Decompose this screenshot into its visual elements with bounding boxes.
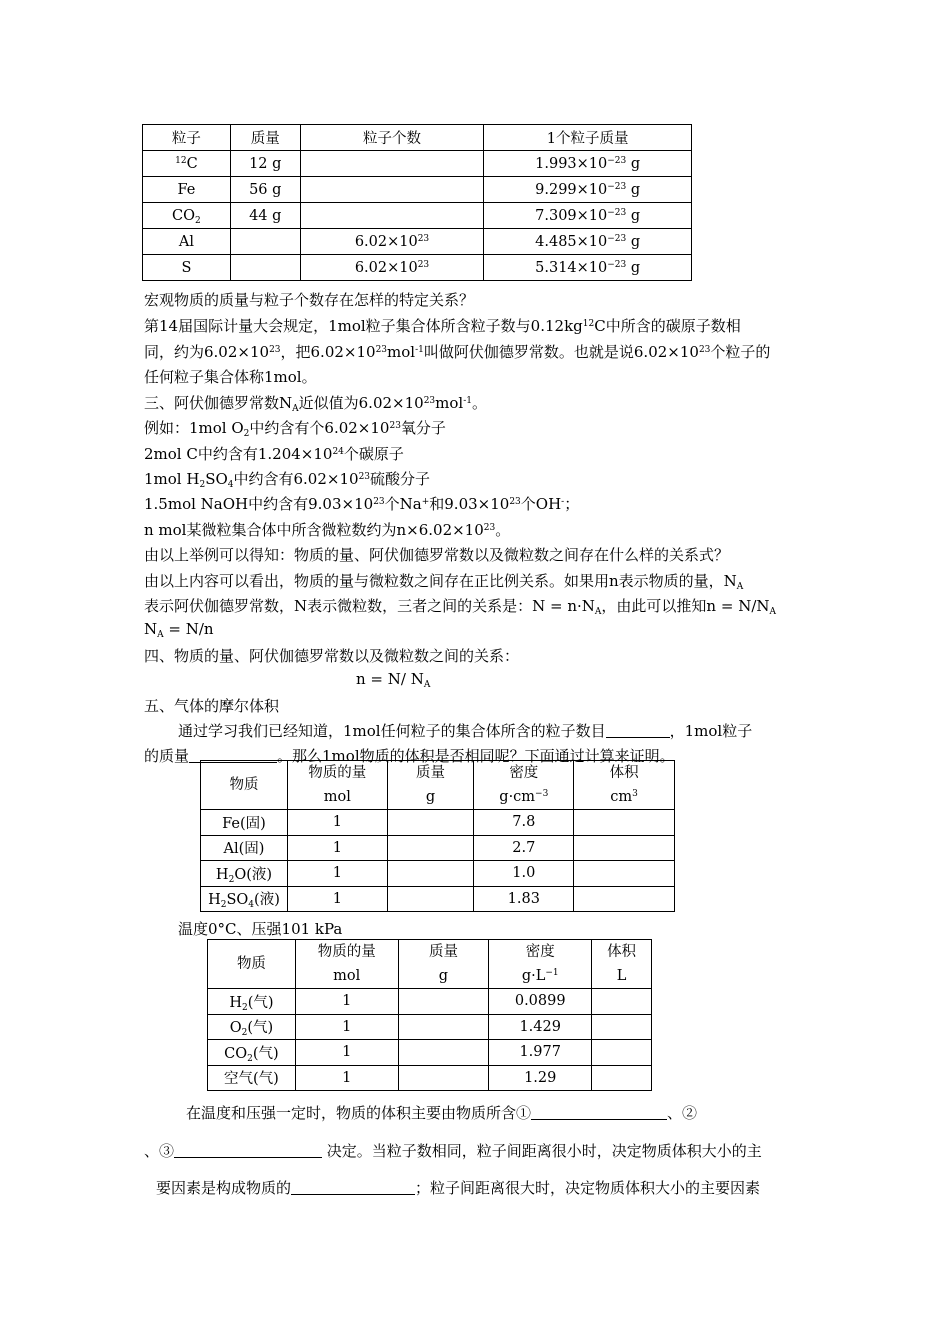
mol-cell: 1 — [295, 989, 398, 1015]
paragraph-line: 任何粒子集合体称1mol。 — [144, 368, 317, 386]
question-line: 由以上举例可以得知：物质的量、阿伏伽德罗常数以及微粒数之间存在什么样的关系式？ — [144, 546, 730, 564]
density-cell: 0.0899 — [489, 989, 592, 1015]
table-header-row — [201, 761, 675, 810]
example-line: 2mol C中约含有$1.204\times 10^{24}$个碳原子 — [144, 445, 404, 463]
table-row — [208, 1065, 652, 1091]
substance-cell: $H_2$(气) — [208, 989, 296, 1015]
particle-cell: S — [143, 255, 231, 281]
mass-cell: 56 g — [230, 177, 300, 203]
header-cell: 体积 L — [592, 940, 652, 989]
header-cell: 质量 g — [387, 761, 474, 810]
volume-input-cell[interactable] — [592, 1040, 652, 1066]
section-heading: 五、气体的摩尔体积 — [144, 697, 280, 715]
count-cell: $6.02\times 10^{23}$ — [300, 255, 484, 281]
substance-cell: 空气(气) — [208, 1065, 296, 1091]
substance-cell: $H_2O$(液) — [201, 861, 288, 887]
table-row — [208, 1014, 652, 1040]
section-heading: 三、阿伏伽德罗常数$N_A$近似值为$6.02\times 10^{23}mol^{-1}$。 — [144, 394, 488, 414]
volume-input-cell[interactable] — [574, 810, 675, 836]
table-header-row — [208, 940, 652, 989]
volume-input-cell[interactable] — [574, 861, 675, 887]
example-line: 1.5mol NaOH中约含有$9.03\times 10^{23}$个Na+和$9.03\times 10^{23}$个OH-； — [144, 495, 580, 513]
mass-input-cell[interactable] — [387, 835, 474, 861]
particle-mass-cell: $4.485\times 10^{-23}$ g — [484, 229, 692, 255]
paragraph-line: 、③ 决定。当粒子数相同，粒子间距离很小时，决定物质体积大小的主 — [144, 1142, 762, 1160]
mol-cell: 1 — [287, 835, 387, 861]
mass-cell: 44 g — [230, 203, 300, 229]
paragraph-line: 通过学习我们已经知道，1mol任何粒子的集合体所含的粒子数目 ，1mol粒子 — [178, 722, 753, 740]
density-cell: 1.29 — [489, 1065, 592, 1091]
example-line: 1mol $H_2SO_4$中约含有$6.02\times 10^{23}$硫酸分子 — [144, 470, 431, 490]
table-row — [201, 835, 675, 861]
count-cell: $6.02\times 10^{23}$ — [300, 229, 484, 255]
example-line: n mol某微粒集合体中所含微粒数约为$n\times 6.02\times 10^{23}$。 — [144, 521, 511, 539]
formula: n = N/ $N_A$ — [356, 670, 431, 690]
header-cell: 物质的量 mol — [295, 940, 398, 989]
density-cell: 7.8 — [474, 810, 574, 836]
header-cell: 物质的量 mol — [287, 761, 387, 810]
header-cell: 体积 $cm^3$ — [574, 761, 675, 810]
paragraph-line: 在温度和压强一定时，物质的体积主要由物质所含① 、② — [186, 1104, 698, 1122]
paragraph-line: 由以上内容可以看出，物质的量与微粒数之间存在正比例关系。如果用n表示物质的量，$N_A$ — [144, 572, 744, 592]
header-cell: 物质 — [208, 940, 296, 989]
mol-cell: 1 — [295, 1065, 398, 1091]
table-row — [208, 989, 652, 1015]
table-row — [143, 255, 692, 281]
table-row — [201, 861, 675, 887]
count-cell — [300, 203, 484, 229]
volume-input-cell[interactable] — [574, 835, 675, 861]
solid-liquid-volume-table — [200, 760, 675, 912]
paragraph-line: 的质量 。那么1mol物质的体积是否相同呢？下面通过计算来证明。 — [144, 747, 675, 765]
mol-cell: 1 — [295, 1014, 398, 1040]
answer-blank[interactable] — [174, 1141, 322, 1158]
table-row — [208, 1040, 652, 1066]
mass-input-cell[interactable] — [387, 886, 474, 912]
substance-cell: Al(固) — [201, 835, 288, 861]
paragraph-line: 第14届国际计量大会规定，1mol粒子集合体所含粒子数与$0.12kg^{12}C$中所含的碳原子数相 — [144, 317, 741, 335]
mass-input-cell[interactable] — [398, 1065, 489, 1091]
particle-cell: Fe — [143, 177, 231, 203]
substance-cell: $H_2SO_4$(液) — [201, 886, 288, 912]
header-cell: 粒子 — [143, 125, 231, 151]
header-cell: 粒子个数 — [300, 125, 484, 151]
volume-input-cell[interactable] — [592, 1014, 652, 1040]
particle-cell: Al — [143, 229, 231, 255]
table-row — [201, 886, 675, 912]
table-row — [143, 151, 692, 177]
volume-input-cell[interactable] — [592, 989, 652, 1015]
header-cell: 1个粒子质量 — [484, 125, 692, 151]
header-cell: 密度 $g\cdot L^{-1}$ — [489, 940, 592, 989]
density-cell: 1.83 — [474, 886, 574, 912]
answer-blank[interactable] — [606, 721, 670, 738]
paragraph-line: 要因素是构成物质的 ；粒子间距离很大时，决定物质体积大小的主要因素 — [156, 1179, 761, 1197]
mass-input-cell[interactable] — [398, 1040, 489, 1066]
substance-cell: Fe(固) — [201, 810, 288, 836]
gas-volume-table — [207, 939, 652, 1091]
mass-input-cell[interactable] — [387, 810, 474, 836]
header-cell: 密度 $g\cdot cm^{-3}$ — [474, 761, 574, 810]
particle-mass-cell: $5.314\times 10^{-23}$ g — [484, 255, 692, 281]
count-cell — [300, 151, 484, 177]
density-cell: 1.977 — [489, 1040, 592, 1066]
table-row — [201, 810, 675, 836]
mass-cell — [230, 255, 300, 281]
example-line: 例如：1mol $O_2$中约含有个$6.02\times 10^{23}$氧分子 — [144, 419, 446, 439]
particle-mass-cell: $7.309\times 10^{-23}$ g — [484, 203, 692, 229]
answer-blank[interactable] — [291, 1178, 415, 1195]
mass-input-cell[interactable] — [387, 861, 474, 887]
particle-cell: $^{12}$C — [143, 151, 231, 177]
mass-input-cell[interactable] — [398, 989, 489, 1015]
mol-cell: 1 — [295, 1040, 398, 1066]
mol-cell: 1 — [287, 861, 387, 887]
table-row — [143, 229, 692, 255]
mass-cell — [230, 229, 300, 255]
condition-line: 温度0°C、压强101 kPa — [178, 920, 343, 938]
density-cell: 2.7 — [474, 835, 574, 861]
volume-input-cell[interactable] — [592, 1065, 652, 1091]
mass-input-cell[interactable] — [398, 1014, 489, 1040]
paragraph-line: 同，约为$6.02\times 10^{23}$，把$6.02\times 10^{23}mol^{-1}$叫做阿伏伽德罗常数。也就是说$6.02\times 10^{23}$个粒子的 — [144, 343, 771, 361]
table-header-row — [143, 125, 692, 151]
section-heading: 四、物质的量、阿伏伽德罗常数以及微粒数之间的关系： — [144, 647, 520, 665]
table-row — [143, 177, 692, 203]
mass-cell: 12 g — [230, 151, 300, 177]
header-cell: 物质 — [201, 761, 288, 810]
paragraph-line: 表示阿伏伽德罗常数，N表示微粒数，三者之间的关系是：$N = n\cdot N_A$，由此可以推知$n = N/N_A$ — [144, 597, 776, 617]
substance-cell: $O_2$(气) — [208, 1014, 296, 1040]
density-cell: 1.429 — [489, 1014, 592, 1040]
particle-mass-cell: $1.993\times 10^{-23}$ g — [484, 151, 692, 177]
particle-mass-table — [142, 124, 692, 281]
volume-input-cell[interactable] — [574, 886, 675, 912]
particle-cell: $CO_2$ — [143, 203, 231, 229]
table-row — [143, 203, 692, 229]
question-line: 宏观物质的质量与粒子个数存在怎样的特定关系？ — [144, 291, 475, 309]
answer-blank[interactable] — [531, 1103, 667, 1120]
density-cell: 1.0 — [474, 861, 574, 887]
mol-cell: 1 — [287, 810, 387, 836]
header-cell: 质量 — [230, 125, 300, 151]
substance-cell: $CO_2$(气) — [208, 1040, 296, 1066]
mol-cell: 1 — [287, 886, 387, 912]
count-cell — [300, 177, 484, 203]
paragraph-line: $N_A = N/n$ — [144, 620, 214, 640]
particle-mass-cell: $9.299\times 10^{-23}$ g — [484, 177, 692, 203]
header-cell: 质量 g — [398, 940, 489, 989]
